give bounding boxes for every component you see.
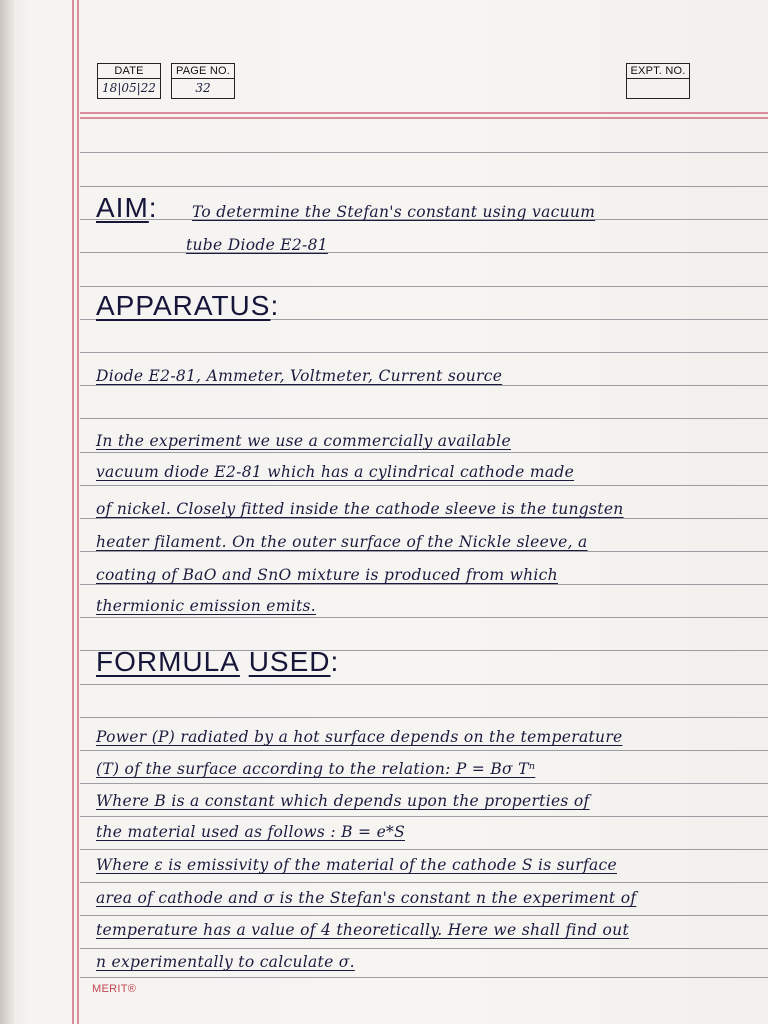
formula-colon: :: [330, 646, 340, 677]
apparatus-heading: [96, 290, 279, 322]
expt-no-box: [626, 63, 690, 99]
page-no-box: [171, 63, 235, 99]
description-line-4: heater filament. On the outer surface of the Nickle sleeve, a: [96, 533, 588, 551]
margin-line-left: [72, 0, 74, 1024]
apparatus-colon: :: [270, 290, 280, 321]
formula-line-4: the material used as follows : B = e*S: [96, 823, 406, 841]
brand-logo: MERIT®: [92, 983, 137, 995]
ruled-line: [80, 584, 768, 585]
formula-line-6: area of cathode and σ is the Stefan's constant n the experiment of: [96, 889, 637, 907]
ruled-line: [80, 816, 768, 817]
description-line-3: of nickel. Closely fitted inside the cathode sleeve is the tungsten: [96, 500, 624, 518]
aim-line-1: To determine the Stefan's constant using vacuum: [192, 203, 596, 221]
ruled-line: [80, 152, 768, 153]
ruled-line: [80, 385, 768, 386]
ruled-line: [80, 186, 768, 187]
apparatus-heading-text: APPARATUS: [96, 290, 271, 321]
ruled-line: [80, 977, 768, 978]
ruled-line: [80, 485, 768, 486]
ruled-line: [80, 418, 768, 419]
ruled-line: [80, 252, 768, 253]
date-label: DATE: [98, 64, 160, 79]
aim-heading-text: AIM: [96, 192, 149, 223]
description-line-6: thermionic emission emits.: [96, 597, 317, 615]
ruled-line: [80, 452, 768, 453]
apparatus-line-1: Diode E2-81, Ammeter, Voltmeter, Current source: [96, 367, 503, 385]
formula-line-1: Power (P) radiated by a hot surface depends on the temperature: [96, 728, 623, 746]
ruled-line: [80, 352, 768, 353]
formula-line-3: Where B is a constant which depends upon the properties of: [96, 792, 590, 810]
description-line-1: In the experiment we use a commercially available: [96, 432, 511, 450]
header-rule-2: [80, 117, 768, 119]
ruled-line: [80, 286, 768, 287]
page-no-value: 32: [195, 81, 211, 95]
formula-line-5: Where ε is emissivity of the material of the cathode S is surface: [96, 856, 617, 874]
expt-no-label: EXPT. NO.: [627, 64, 689, 79]
aim-colon: :: [148, 192, 158, 223]
date-value: 18|05|22: [102, 81, 156, 95]
description-line-5: coating of BaO and SnO mixture is produced from which: [96, 566, 558, 584]
ruled-line: [80, 750, 768, 751]
ruled-line: [80, 551, 768, 552]
ruled-line: [80, 915, 768, 916]
formula-line-8: n experimentally to calculate σ.: [96, 953, 355, 971]
ruled-line: [80, 882, 768, 883]
aim-heading: [96, 192, 158, 224]
ruled-line: [80, 717, 768, 718]
date-box: [97, 63, 161, 99]
ruled-line: [80, 518, 768, 519]
ruled-line: [80, 849, 768, 850]
formula-heading-part1: FORMULA: [96, 646, 240, 677]
formula-heading: [96, 646, 339, 678]
description-line-2: vacuum diode E2-81 which has a cylindrical cathode made: [96, 463, 575, 481]
margin-line-right: [77, 0, 79, 1024]
ruled-line: [80, 617, 768, 618]
ruled-line: [80, 948, 768, 949]
page-binding: [0, 0, 14, 1024]
header-rule-1: [80, 112, 768, 114]
aim-line-2: tube Diode E2-81: [186, 236, 328, 254]
ruled-line: [80, 783, 768, 784]
formula-line-7: temperature has a value of 4 theoretically. Here we shall find out: [96, 921, 629, 939]
formula-line-2: (T) of the surface according to the relation: P = Bσ Tⁿ: [96, 760, 536, 778]
formula-heading-part2: USED: [248, 646, 331, 677]
ruled-line: [80, 684, 768, 685]
page-no-label: PAGE NO.: [172, 64, 234, 79]
